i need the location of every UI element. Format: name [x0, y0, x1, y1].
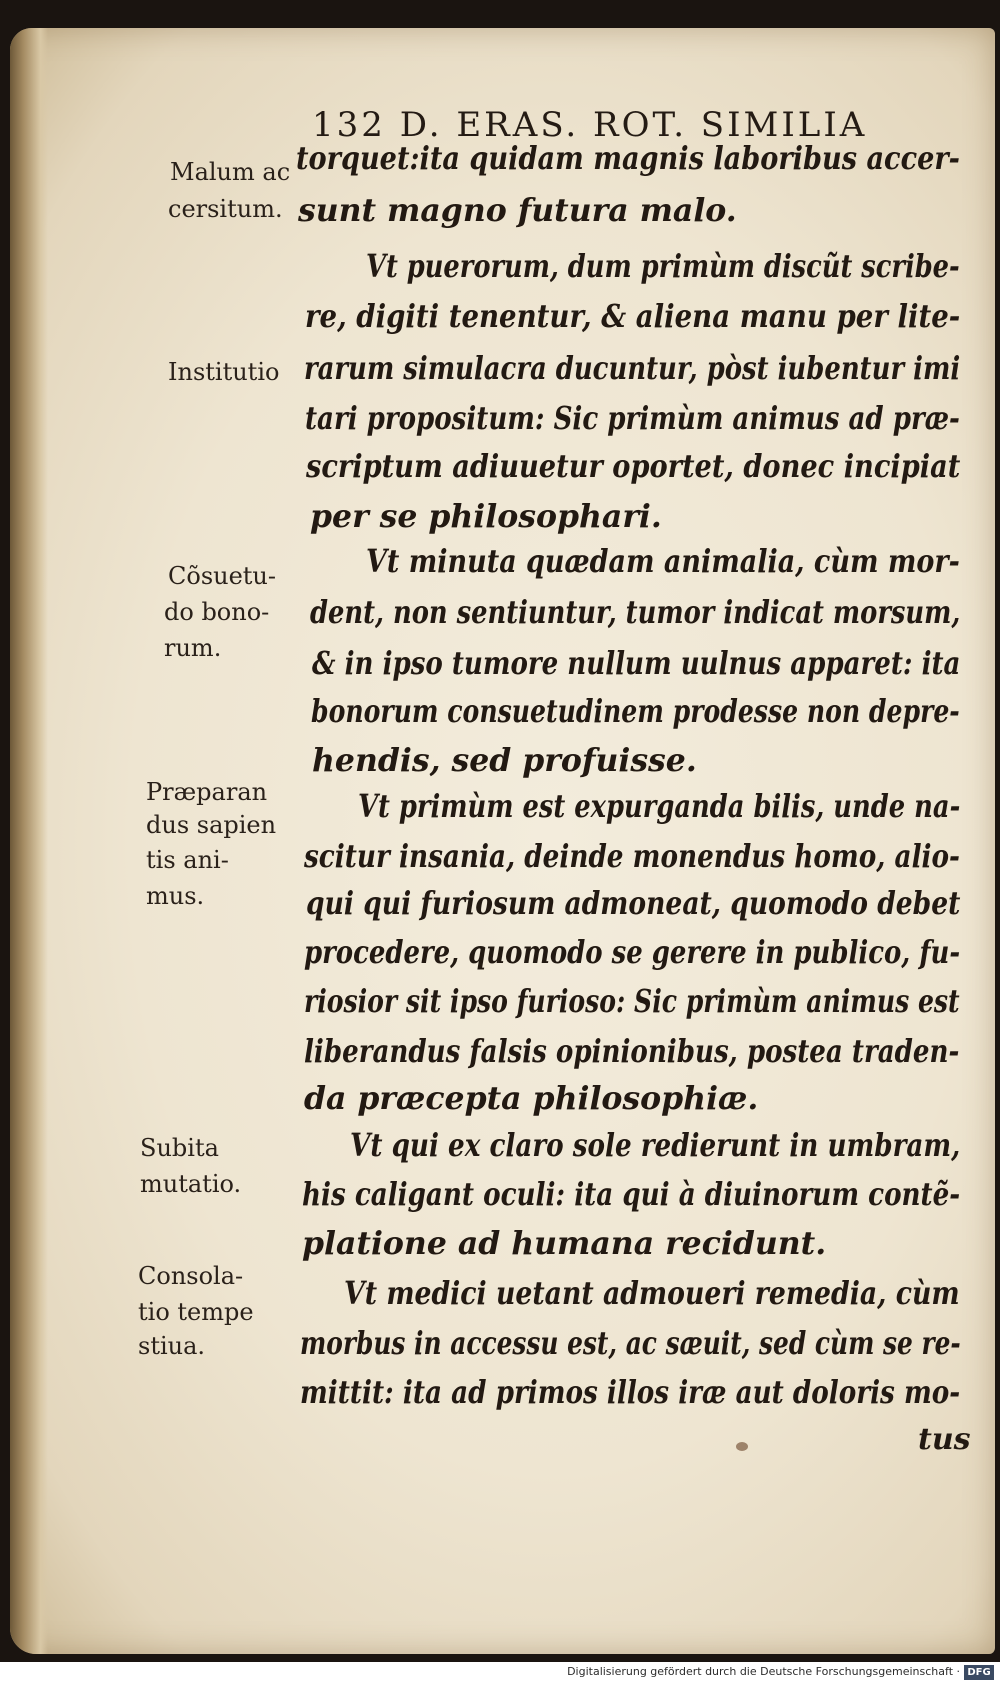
body-line-4: re, digiti tenentur, & aliena manu per lite-: [305, 298, 961, 335]
body-line-2: sunt magno futura malo.: [298, 192, 737, 229]
body-line-17: procedere, quomodo se gerere in publico, fu-: [304, 934, 961, 971]
marginal-note-5: do bono-: [164, 598, 270, 626]
body-line-14: Vt primùm est expurganda bilis, unde na-: [358, 788, 961, 825]
body-line-20: da præcepta philosophiæ.: [304, 1080, 759, 1117]
body-line-18: riosior sit ipso furioso: Sic primùm animus est: [304, 983, 960, 1020]
body-line-12: bonorum consuetudinem prodesse non depre-: [311, 693, 960, 730]
body-line-6: tari propositum: Sic primùm animus ad præ-: [305, 400, 960, 437]
body-line-1: torquet:ita quidam magnis laboribus accer-: [296, 140, 960, 177]
marginal-note-4: Cõsuetu-: [168, 562, 276, 590]
marginal-note-14: tio tempe: [138, 1298, 254, 1326]
marginal-note-8: dus sapien: [146, 811, 277, 839]
body-line-16: qui qui furiosum admoneat, quomodo debet: [306, 885, 961, 922]
marginal-note-12: mutatio.: [140, 1170, 242, 1198]
body-line-3: Vt puerorum, dum primùm discũt scribe-: [366, 248, 960, 285]
body-line-10: dent, non sentiuntur, tumor indicat morsum,: [310, 594, 961, 631]
page-gutter: [10, 28, 48, 1654]
digitization-credit: Digitalisierung gefördert durch die Deutsche Forschungsgemeinschaft ·: [567, 1665, 960, 1678]
marginal-note-7: Præparan: [146, 778, 268, 806]
marginal-note-13: Consola-: [138, 1262, 244, 1290]
body-line-26: mittit: ita ad primos illos iræ aut doloris mo-: [300, 1374, 961, 1411]
marginal-note-1: Malum ac: [170, 158, 291, 186]
dfg-logo: DFG: [964, 1665, 994, 1680]
ink-blot: [736, 1442, 748, 1451]
body-line-19: liberandus falsis opinionibus, postea traden-: [304, 1033, 960, 1070]
body-line-22: his caligant oculi: ita qui à diuinorum contẽ-: [302, 1176, 961, 1213]
marginal-note-15: stiua.: [138, 1332, 206, 1360]
body-line-13: hendis, sed profuisse.: [312, 742, 697, 779]
catchword: tus: [918, 1422, 971, 1457]
marginal-note-3: Institutio: [168, 358, 280, 386]
body-line-8: per se philosophari.: [310, 498, 662, 535]
body-line-24: Vt medici uetant admoueri remedia, cùm: [344, 1275, 960, 1312]
body-line-23: platione ad humana recidunt.: [302, 1225, 827, 1262]
marginal-note-10: mus.: [146, 882, 205, 910]
marginal-note-2: cersitum.: [168, 195, 283, 223]
body-line-11: & in ipso tumore nullum uulnus apparet: ita: [312, 645, 961, 682]
body-line-15: scitur insania, deinde monendus homo, alio-: [304, 838, 960, 875]
marginal-note-9: tis ani-: [146, 846, 229, 874]
body-line-9: Vt minuta quædam animalia, cùm mor-: [366, 543, 960, 580]
marginal-note-11: Subita: [140, 1134, 219, 1162]
body-line-5: rarum simulacra ducuntur, pòst iubentur imi: [304, 350, 961, 387]
body-line-21: Vt qui ex claro sole redierunt in umbram,: [350, 1127, 961, 1164]
running-head: 132 D. ERAS. ROT. SIMILIA: [312, 105, 868, 145]
body-line-25: morbus in accessu est, ac sæuit, sed cùm se re-: [300, 1325, 961, 1362]
body-line-7: scriptum adiuuetur oportet, donec incipiat: [306, 448, 961, 485]
marginal-note-6: rum.: [164, 634, 222, 662]
